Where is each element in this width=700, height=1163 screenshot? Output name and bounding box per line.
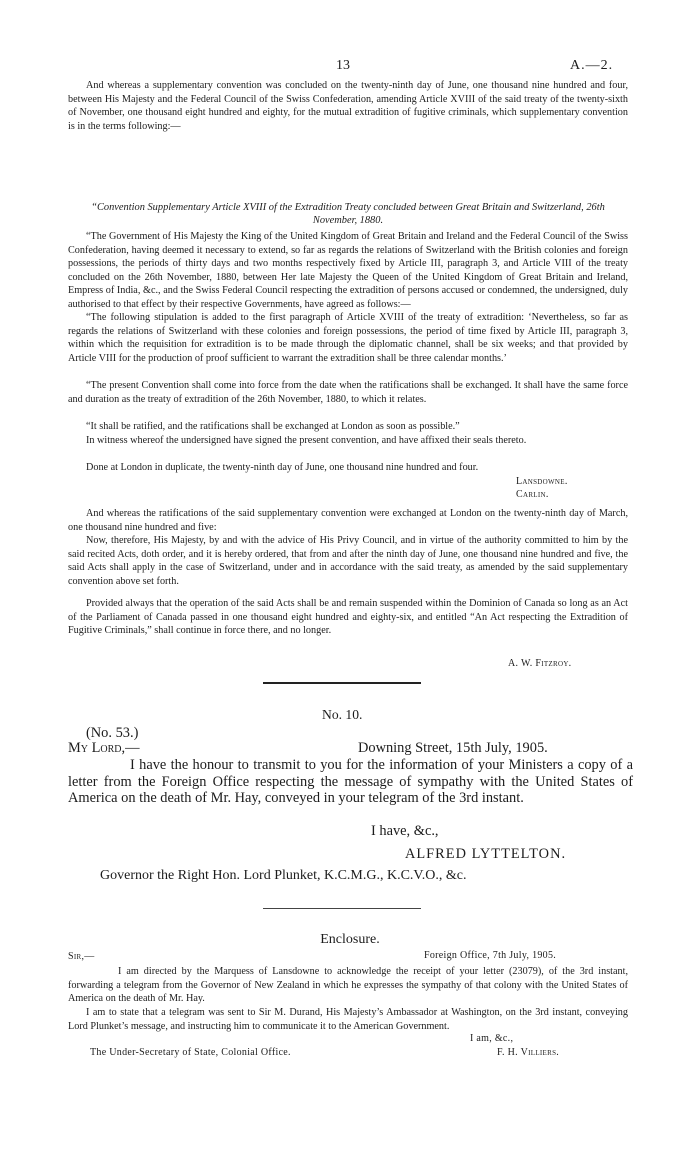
convention-ratification-clause: “It shall be ratified, and the ratifications shall be exchanged at London as soon as possible.” <box>86 421 460 432</box>
enclosure-title: Enclosure. <box>320 932 380 947</box>
signatory-lansdowne: Lansdowne. <box>516 476 568 487</box>
enclosure-body-1: I am directed by the Marquess of Lansdowne to acknowledge the receipt of your letter (23079), of the 3rd instant, forwarding a telegram from the Governor of New Zealand in which he expresses the sympathy of that colony with the United States of America on the death of Mr. Hay. <box>68 966 628 1005</box>
paragraph-order: Now, therefore, His Majesty, by and with the advice of His Privy Council, and in virtue of the authority committed to him by the said recited Acts, doth order, and it is hereby ordered, that from and after the ninth day of June, one thousand nine hundred and five, the said Acts shall apply in the case of Switzerland, under and in accordance with the said treaty, as amended by the said supplementary convention above set forth. <box>68 535 628 587</box>
enclosure-closing: I am, &c., <box>470 1033 514 1044</box>
letter-reference: (No. 53.) <box>86 725 139 741</box>
page-number: 13 <box>336 58 350 73</box>
convention-preamble: “The Government of His Majesty the King of the United Kingdom of Great Britain and Ireland and the Federal Council of the Swiss Confederation, having deemed it necessary to extend, so far as regards the relations of Switzerland with the British colonies and foreign possessions, the periods of thirty days and two months respectively fixed by Article III, paragraph 3, and Article VIII of the treaty concluded on the 26th November, 1880, between Her late Majesty the Queen of the United Kingdom of Great Britain and Ireland, Empress of India, &c., and the Swiss Federal Council respecting the extradition of persons accused or condemned, the undersigned, duly authorised to that effect by their respective Governments, have agreed as follows:— <box>68 231 628 310</box>
letter-body: I have the honour to transmit to you for the information of your Ministers a copy of a letter from the Foreign Office respecting the message of sympathy with the United States of America on the death of Mr. Hay, conveyed in your telegram of the 3rd instant. <box>68 757 633 807</box>
enclosure-addressee: The Under-Secretary of State, Colonial Office. <box>90 1047 291 1058</box>
enclosure-signature: F. H. Villiers. <box>497 1047 560 1058</box>
convention-title: “Convention Supplementary Article XVIII of the Extradition Treaty concluded between Great Britain and Switzerland, 26th November, 1880. <box>91 202 605 226</box>
signatory-carlin: Carlin. <box>516 489 549 500</box>
signature-fitzroy: A. W. Fitzroy. <box>508 658 572 669</box>
letter-salutation: My Lord,— <box>68 740 140 756</box>
paragraph-proviso: Provided always that the operation of the said Acts shall be and remain suspended within the Dominion of Canada so long as an Act of the Parliament of Canada passed in one thousand eight hundred and eighty-six, and entitled “An Act respecting the Extradition of Fugitive Criminals,” shall continue in force there, and no longer. <box>68 598 628 637</box>
enclosure-body-2: I am to state that a telegram was sent to Sir M. Durand, His Majesty’s Ambassador at Washington, on the 3rd instant, conveying Lord Plunket’s message, and instructing him to communicate it to the American Government. <box>68 1007 628 1032</box>
convention-witness-clause: In witness whereof the undersigned have signed the present convention, and have affixed their seals thereto. <box>86 435 527 446</box>
letter-place-date: Downing Street, 15th July, 1905. <box>358 740 548 756</box>
letter-signature: ALFRED LYTTELTON. <box>405 846 567 862</box>
letter-closing: I have, &c., <box>371 823 439 839</box>
convention-force-clause: “The present Convention shall come into force from the date when the ratifications shall be exchanged. It shall have the same force and duration as the treaty of extradition of the 26th November, 1880, to which it relates. <box>68 380 628 405</box>
enclosure-salutation: Sir,— <box>68 951 95 962</box>
section-divider-thick <box>263 682 421 684</box>
section-divider-thin <box>263 908 421 909</box>
paragraph-supplementary-convention: And whereas a supplementary convention was concluded on the twenty-ninth day of June, one thousand nine hundred and four, between His Majesty and the Federal Council of the Swiss Confederation, amending Article XVIII of the said treaty of the twenty-sixth of November, one thousand eight hundred and eighty, for the mutual extradition of fugitive criminals, which supplementary convention is in the terms following:— <box>68 80 628 132</box>
letter-addressee: Governor the Right Hon. Lord Plunket, K.C.M.G., K.C.V.O., &c. <box>100 868 467 883</box>
convention-stipulation: “The following stipulation is added to the first paragraph of Article XVIII of the treaty of extradition: ‘Nevertheless, so far as regards the relations of Switzerland with these colonies and foreign possessions, the period of time fixed by Article III, paragraph 3, within which the requisition for extradition is to be made through the diplomatic channel, shall be six weeks; and that provided by Article VIII for the production of proof sufficient to warrant the extradition shall be three calendar months.’ <box>68 312 628 364</box>
convention-done-clause: Done at London in duplicate, the twenty-ninth day of June, one thousand nine hundred and four. <box>86 462 479 473</box>
enclosure-place-date: Foreign Office, 7th July, 1905. <box>424 950 557 961</box>
document-reference: A.—2. <box>570 58 614 73</box>
letter-number: No. 10. <box>322 707 363 722</box>
paragraph-ratifications: And whereas the ratifications of the said supplementary convention were exchanged at London on the twenty-ninth day of March, one thousand nine hundred and five: <box>68 508 628 533</box>
